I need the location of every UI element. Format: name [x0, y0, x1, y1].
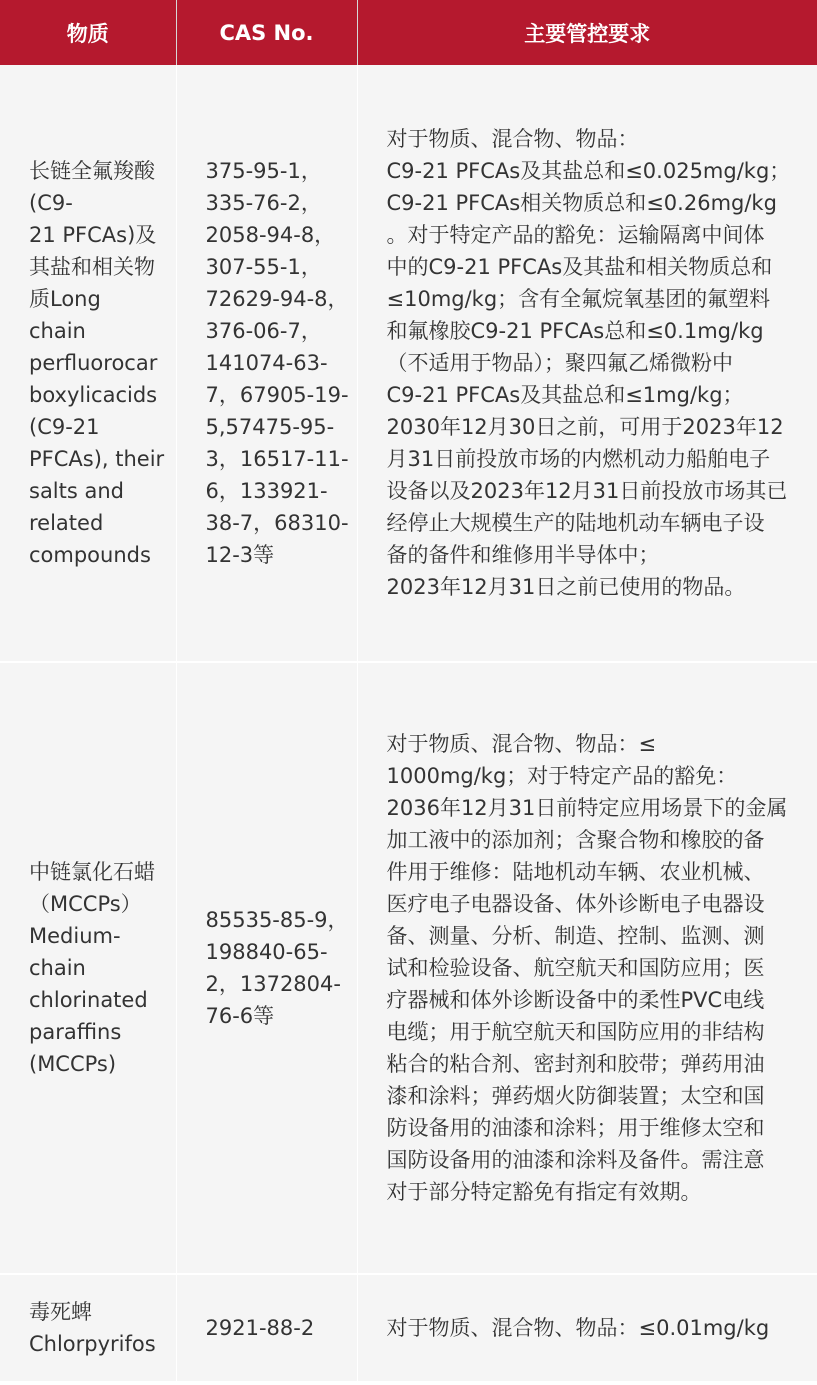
substance-line: paraffins: [29, 1020, 122, 1044]
substance-line: 质Long: [29, 287, 101, 311]
substance-line: 21 PFCAs)及: [29, 223, 157, 247]
cas-cell: [176, 1274, 357, 1381]
substance-line: 其盐和相关物: [29, 255, 155, 279]
header-substance: 物质: [0, 0, 176, 65]
requirement-line: 对于部分特定豁免有指定有效期。: [386, 1180, 702, 1204]
header-requirement: 主要管控要求: [357, 0, 817, 65]
table-row: [0, 1274, 817, 1381]
cas-line: 72629-94-8，: [205, 287, 349, 311]
requirement-line: 设备以及2023年12月31日前投放市场其已: [386, 479, 788, 503]
requirement-line: 对于物质、混合物、物品：≤: [386, 732, 657, 756]
requirement-line: 医疗电子电器设备、体外诊断电子电器设: [386, 892, 765, 916]
requirement-line: C9-21 PFCAs及其盐总和≤1mg/kg；: [386, 383, 744, 407]
substance-line: Medium-: [29, 924, 121, 948]
cas-cell: [176, 662, 357, 1274]
substance-line: compounds: [29, 543, 151, 567]
requirement-line: 疗器械和体外诊断设备中的柔性PVC电线: [386, 988, 765, 1012]
requirement-line: 1000mg/kg；对于特定产品的豁免：: [386, 764, 738, 788]
cas-line: 3，16517-11-: [205, 447, 349, 471]
cas-line: 12-3等: [205, 543, 275, 567]
cas-line: 85535-85-9，: [205, 908, 349, 932]
requirement-line: 备、测量、分析、制造、控制、监测、测: [386, 924, 765, 948]
cas-line: 5,57475-95-: [205, 415, 335, 439]
substance-line: (MCCPs): [29, 1052, 117, 1076]
requirement-line: 电缆；用于航空航天和国防应用的非结构: [386, 1020, 765, 1044]
requirement-line: 对于物质、混合物、物品：: [386, 127, 639, 151]
cas-line: 141074-63-: [205, 351, 328, 375]
table-row: [0, 662, 817, 1274]
substance-line: chain: [29, 956, 86, 980]
substance-line: (C9-21: [29, 415, 100, 439]
cas-line: 375-95-1，: [205, 159, 322, 183]
cas-line: 7，67905-19-: [205, 383, 349, 407]
cas-line: 307-55-1，: [205, 255, 322, 279]
substance-line: PFCAs), their: [29, 447, 165, 471]
requirement-line: 2030年12月30日之前，可用于2023年12: [386, 415, 784, 439]
substance-line: 毒死蜱: [29, 1300, 92, 1324]
requirement-line: 和氟橡胶C9-21 PFCAs总和≤0.1mg/kg: [386, 319, 764, 343]
cas-line: 2058-94-8，: [205, 223, 336, 247]
requirement-line: C9-21 PFCAs及其盐总和≤0.025mg/kg；: [386, 159, 791, 183]
cas-cell: [176, 65, 357, 662]
substance-line: 中链氯化石蜡: [29, 860, 155, 884]
requirement-line: 件用于维修：陆地机动车辆、农业机械、: [386, 860, 765, 884]
requirement-line: 漆和涂料；弹药烟火防御装置；太空和国: [386, 1084, 765, 1108]
substance-cell: [0, 1274, 176, 1381]
substance-cell: [0, 65, 176, 662]
cas-line: 376-06-7，: [205, 319, 322, 343]
substance-line: Chlorpyrifos: [29, 1332, 156, 1356]
substance-cell: [0, 662, 176, 1274]
substance-line: (C9-: [29, 191, 73, 215]
cas-line: 2，1372804-: [205, 972, 341, 996]
requirement-line: 备的备件和维修用半导体中；: [386, 543, 660, 567]
requirement-line: 2036年12月31日前特定应用场景下的金属: [386, 796, 788, 820]
table-row: [0, 65, 817, 662]
table-header-row: [0, 0, 817, 65]
cas-line: 6，133921-: [205, 479, 328, 503]
requirement-line: 对于物质、混合物、物品：≤0.01mg/kg: [386, 1316, 770, 1340]
substance-line: 长链全氟羧酸: [29, 159, 155, 183]
requirement-cell: [357, 1274, 817, 1381]
substance-line: perfluorocar: [29, 351, 158, 375]
requirement-line: 试和检验设备、航空航天和国防应用；医: [386, 956, 765, 980]
cas-line: 335-76-2，: [205, 191, 322, 215]
requirement-line: 月31日前投放市场的内燃机动力船舶电子: [386, 447, 771, 471]
requirement-line: 防设备用的油漆和涂料；用于维修太空和: [386, 1116, 765, 1140]
substance-line: chain: [29, 319, 86, 343]
substance-line: （MCCPs）: [29, 892, 142, 916]
requirement-line: 加工液中的添加剂；含聚合物和橡胶的备: [386, 828, 765, 852]
substance-line: related: [29, 511, 104, 535]
cas-line: 76-6等: [205, 1004, 275, 1028]
cas-line: 198840-65-: [205, 940, 328, 964]
requirement-line: 国防设备用的油漆和涂料及备件。需注意: [386, 1148, 765, 1172]
requirement-line: 中的C9-21 PFCAs及其盐和相关物质总和: [386, 255, 773, 279]
requirement-line: 经停止大规模生产的陆地机动车辆电子设: [386, 511, 765, 535]
requirement-line: ≤10mg/kg；含有全氟烷氧基团的氟塑料: [386, 287, 771, 311]
header-cas-no: CAS No.: [176, 0, 357, 65]
requirement-cell: [357, 65, 817, 662]
requirement-line: （不适用于物品）；聚四氟乙烯微粉中: [386, 351, 733, 375]
requirement-cell: [357, 662, 817, 1274]
substance-line: salts and: [29, 479, 125, 503]
cas-line: 38-7，68310-: [205, 511, 349, 535]
substance-line: chlorinated: [29, 988, 148, 1012]
substance-line: boxylicacids: [29, 383, 158, 407]
requirement-line: C9-21 PFCAs相关物质总和≤0.26mg/kg: [386, 191, 777, 215]
requirement-line: 。对于特定产品的豁免：运输隔离中间体: [386, 223, 765, 247]
cas-line: 2921-88-2: [205, 1316, 315, 1340]
requirement-line: 2023年12月31日之前已使用的物品。: [386, 575, 746, 599]
requirement-line: 粘合的粘合剂、密封剂和胶带；弹药用油: [386, 1052, 765, 1076]
